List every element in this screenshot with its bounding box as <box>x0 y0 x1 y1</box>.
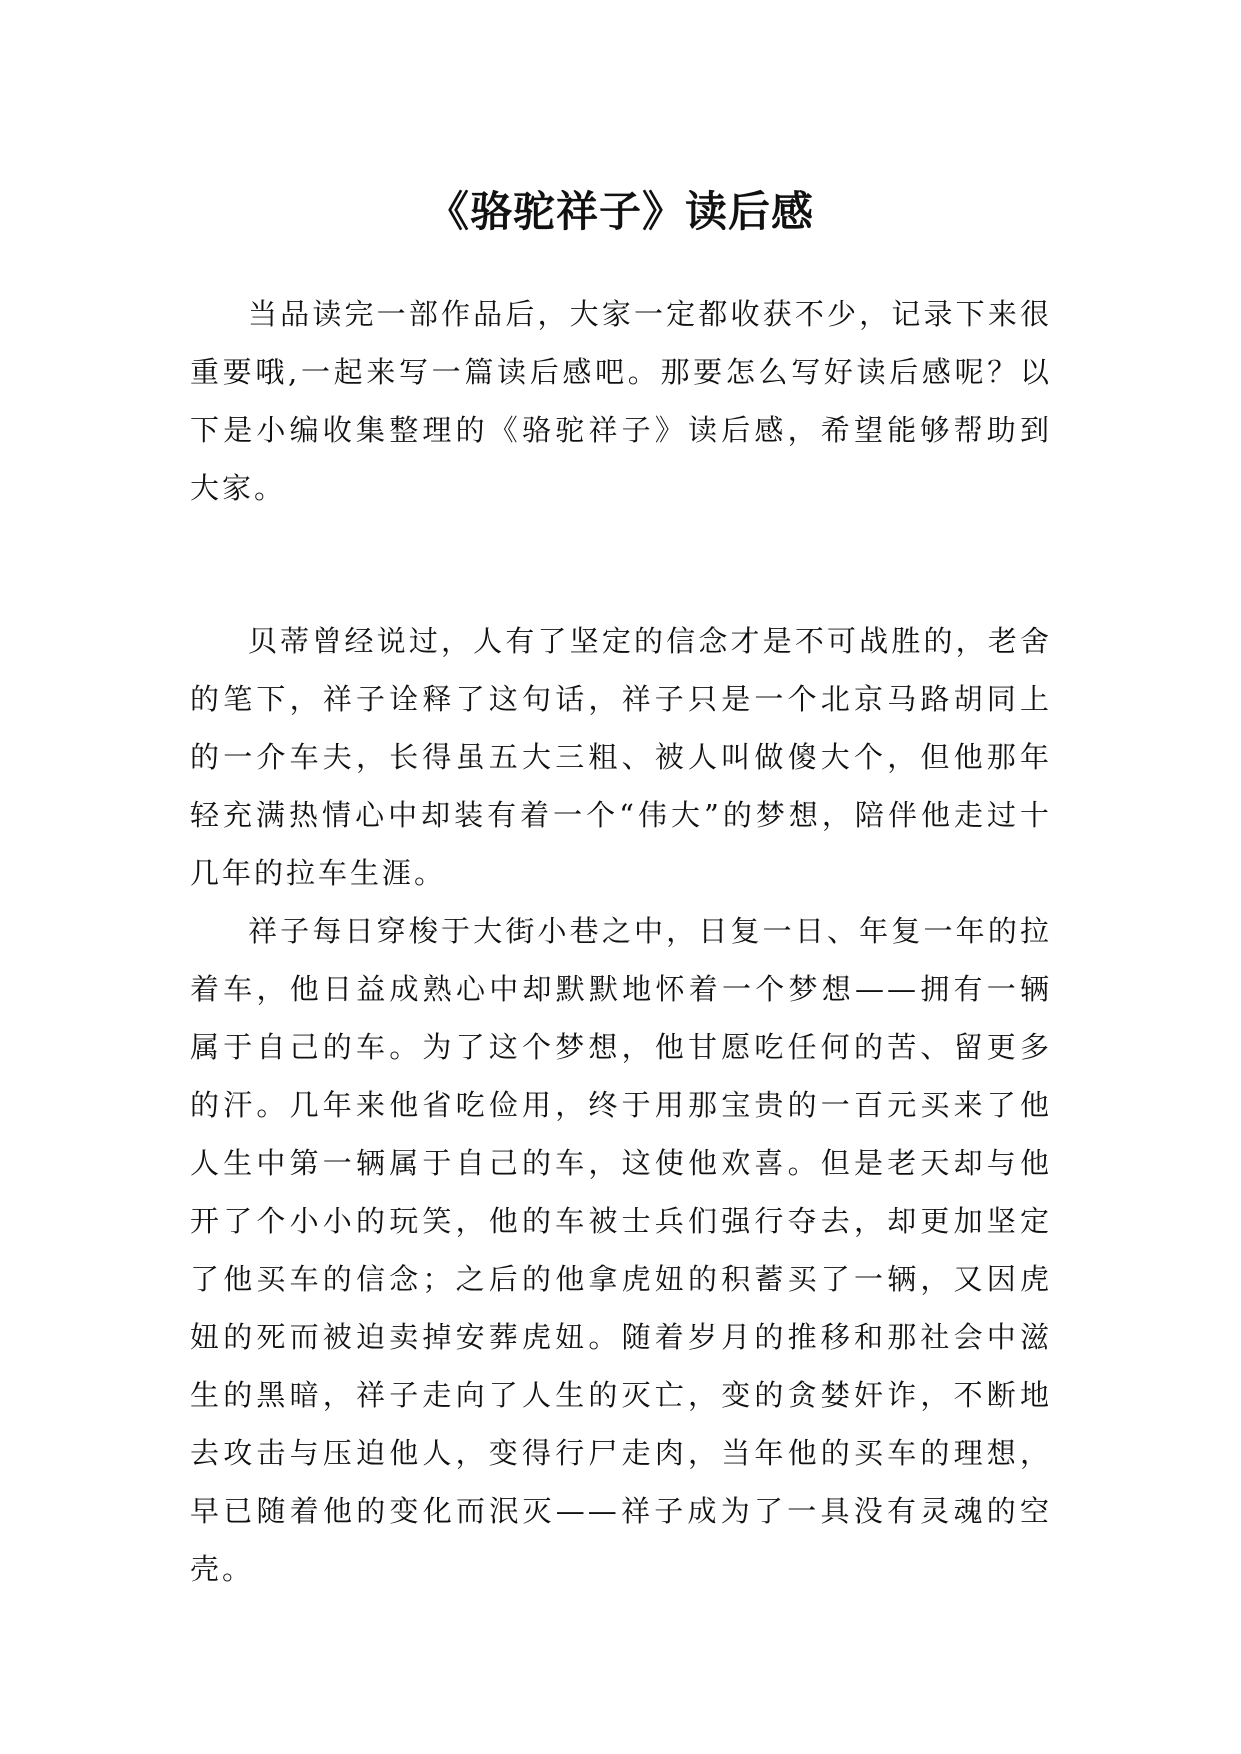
document-body <box>190 285 1052 1598</box>
body-paragraph-1: 贝蒂曾经说过，人有了坚定的信念才是不可战胜的，老舍的笔下，祥子诠释了这句话，祥子只是一个北京马路胡同上的一介车夫，长得虽五大三粗、被人叫做傻大个，但他那年轻充满热情心中却装有着一个“伟大”的梦想，陪伴他走过十几年的拉车生涯。 <box>190 624 1052 890</box>
body-paragraph-2: 祥子每日穿梭于大街小巷之中，日复一日、年复一年的拉着车，他日益成熟心中却默默地怀着一个梦想——拥有一辆属于自己的车。为了这个梦想，他甘愿吃任何的苦、留更多的汗。几年来他省吃俭用，终于用那宝贵的一百元买来了他人生中第一辆属于自己的车，这使他欢喜。但是老天却与他开了个小小的玩笑，他的车被士兵们强行夺去，却更加坚定了他买车的信念；之后的他拿虎妞的积蓄买了一辆，又因虎妞的死而被迫卖掉安葬虎妞。随着岁月的推移和那社会中滋生的黑暗，祥子走向了人生的灭亡，变的贪婪奸诈，不断地去攻击与压迫他人，变得行尸走肉，当年他的买车的理想，早已随着他的变化而泯灭——祥子成为了一具没有灵魂的空壳。 <box>190 914 1052 1586</box>
intro-paragraph: 当品读完一部作品后，大家一定都收获不少，记录下来很重要哦,一起来写一篇读后感吧。那要怎么写好读后感呢？以下是小编收集整理的《骆驼祥子》读后感，希望能够帮助到大家。 <box>190 297 1052 505</box>
document-title: 《骆驼祥子》读后感 <box>426 187 814 237</box>
